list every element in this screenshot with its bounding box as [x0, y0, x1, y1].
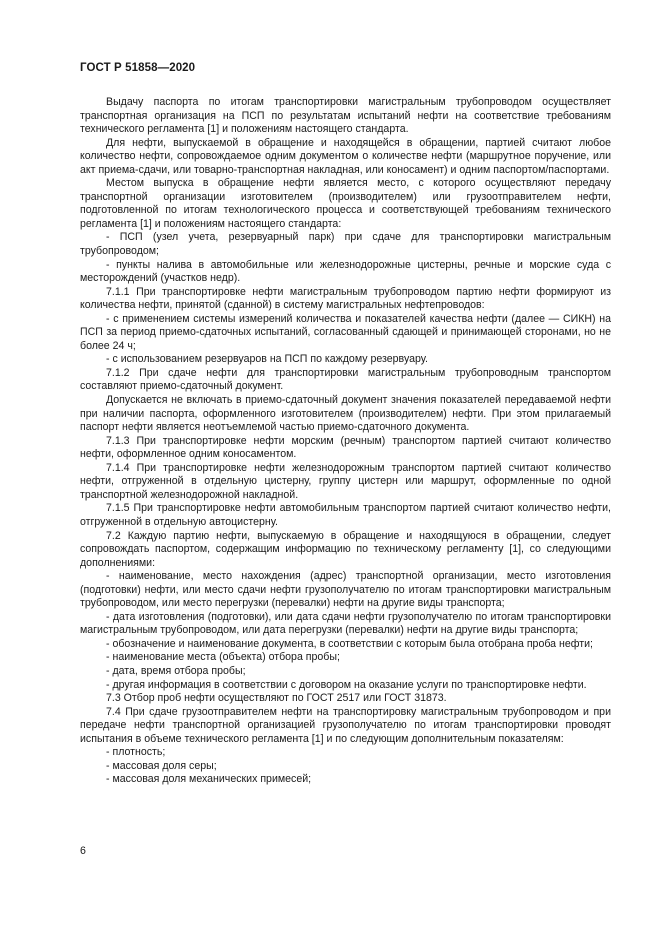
paragraph: 7.1.4 При транспортировке нефти железнодорожным транспортом партией считают количество нефти, отгруженной в отдельную цистерну, группу цистерн или маршрут, оформленные по одной транспортной железнодорожной накладной. [80, 461, 611, 501]
list-item: - с применением системы измерений количества и показателей качества нефти (далее — СИКН) на ПСП за период приемо-сдаточных испытаний, согласованный сдающей и принимающей сторонами, но не более 24 ч; [80, 312, 611, 352]
paragraph: 7.1.1 При транспортировке нефти магистральным трубопроводом партию нефти формируют из количества нефти, принятой (сданной) в систему магистральных нефтепроводов: [80, 285, 611, 312]
list-item: - ПСП (узел учета, резервуарный парк) при сдаче для транспортировки магистральным трубопроводом; [80, 231, 611, 258]
paragraph: 7.1.2 При сдаче нефти для транспортировки магистральным трубопроводным транспортом составляют приемо-сдаточный документ. [80, 366, 611, 393]
document-body [80, 96, 611, 787]
paragraph: 7.4 При сдаче грузоотправителем нефти на транспортировку магистральным трубопроводом и при передаче нефти транспортной организацией грузополучателю по итогам транспортировки проводят испытания в объеме технического регламента [1] и по следующим дополнительным показателям: [80, 705, 611, 745]
list-item: - дата изготовления (подготовки), или дата сдачи нефти грузополучателю по итогам транспортировки магистральным трубопроводом, или дата перегрузки (перевалки) нефти на другие виды транспорта; [80, 610, 611, 637]
list-item: - массовая доля механических примесей; [106, 773, 312, 786]
list-item: - плотность; [106, 746, 166, 759]
document-header: ГОСТ Р 51858—2020 [80, 62, 196, 74]
paragraph: 7.3 Отбор проб нефти осуществляют по ГОСТ 2517 или ГОСТ 31873. [106, 692, 447, 705]
paragraph: 7.1.5 При транспортировке нефти автомобильным транспортом партией считают количество нефти, отгруженной в отдельную автоцистерну. [80, 502, 611, 528]
paragraph: Местом выпуска в обращение нефти является место, с которого осуществляют передачу транспортной организации изготовителем (производителем) или грузоотправителем нефти, подготовленной по итогам технологического процесса и соответствующей требованиям технического регламента [1] и положениям настоящего стандарта: [80, 177, 611, 230]
page-number: 6 [80, 845, 86, 857]
paragraph: Выдачу паспорта по итогам транспортировки магистральным трубопроводом осуществляет транспортная организация на ПСП по результатам испытаний нефти на соответствие требованиям технического регламента [1] и положениям настоящего стандарта. [80, 96, 611, 136]
list-item: - с использованием резервуаров на ПСП по каждому резервуару. [106, 353, 428, 366]
list-item: - пункты налива в автомобильные или железнодорожные цистерны, речные и морские суда с месторождений (участков недр). [80, 258, 611, 285]
paragraph: 7.1.3 При транспортировке нефти морским (речным) транспортом партией считают количество нефти, оформленное одним коносаментом. [80, 434, 611, 461]
list-item: - массовая доля серы; [106, 759, 217, 772]
list-item: - дата, время отбора пробы; [106, 664, 246, 677]
paragraph: Для нефти, выпускаемой в обращение и находящейся в обращении, партией считают любое количество нефти, сопровождаемое одним документом о количестве нефти (маршрутное поручение, или акт приема-сдачи, или товарно-транспортная накладная, или коносамент) и одним паспортом/паспортами. [80, 136, 611, 176]
list-item: - обозначение и наименование документа, в соответствии с которым была отобрана проба нефти; [106, 637, 593, 650]
list-item: - наименование, место нахождения (адрес) транспортной организации, место изготовления (подготовки) нефти, или место сдачи нефти грузополучателю по итогам транспортировки магистральным трубопроводом, или место перегрузки (перевалки) нефти на другие виды транспорта; [80, 570, 611, 610]
list-item: - наименование места (объекта) отбора пробы; [106, 651, 340, 664]
list-item: - другая информация в соответствии с договором на оказание услуги по транспортировке нефти. [106, 678, 587, 691]
paragraph: Допускается не включать в приемо-сдаточный документ значения показателей передаваемой нефти при наличии паспорта, оформленного изготовителем (производителем) нефти. При этом прилагаемый паспорт нефти является неотъемлемой частью приемо-сдаточного документа. [80, 394, 611, 434]
paragraph: 7.2 Каждую партию нефти, выпускаемую в обращение и находящуюся в обращении, следует сопровождать паспортом, содержащим информацию по техническому регламенту [1], со следующими дополнениями: [80, 529, 611, 569]
